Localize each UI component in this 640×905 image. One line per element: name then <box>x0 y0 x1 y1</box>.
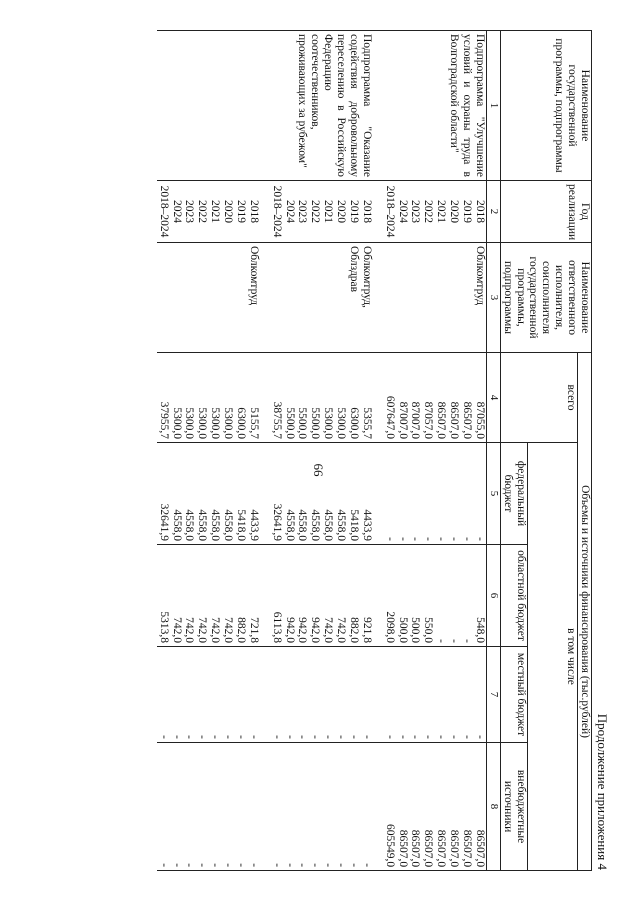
regional-values <box>270 545 373 647</box>
cell-value: 4558,0 <box>222 509 235 541</box>
cell-value: 32641,9 <box>157 503 170 541</box>
executor-name: Облкомтруд, Облздрав <box>270 243 373 353</box>
cell-value: - <box>461 537 473 541</box>
cell-value: 2018 <box>360 200 373 223</box>
cell-value: 32641,9 <box>270 503 283 541</box>
header-regional: областной бюджет <box>500 545 527 647</box>
cell-value: - <box>473 735 486 739</box>
cell-value: - <box>422 735 435 739</box>
header-total: всего <box>500 353 577 443</box>
cell-value: 5418,0 <box>348 509 360 541</box>
cell-value: 5313,8 <box>157 611 170 643</box>
cell-value: 5300,0 <box>335 407 348 439</box>
cell-value: 4558,0 <box>183 509 196 541</box>
cell-value: 87007,0 <box>396 401 409 439</box>
gap-cell <box>373 647 383 743</box>
regional-values <box>157 545 260 647</box>
col-number: 5 <box>486 443 500 545</box>
cell-value: 2018 <box>473 200 486 223</box>
cell-value: - <box>170 863 183 868</box>
total-values <box>383 353 487 443</box>
cell-value: - <box>473 537 486 541</box>
cell-value: 86507,0 <box>396 829 409 868</box>
cell-value: 2018–2024 <box>383 185 396 238</box>
cell-value: 86507,0 <box>461 401 473 439</box>
cell-value: 87007,0 <box>409 401 422 439</box>
col-number: 3 <box>486 243 500 353</box>
table-row <box>157 31 260 871</box>
cell-value: 742,0 <box>335 617 348 643</box>
extra-values <box>383 743 487 871</box>
gap-cell <box>260 443 270 545</box>
cell-value: 5418,0 <box>235 509 247 541</box>
gap-cell <box>260 545 270 647</box>
gap-cell <box>260 353 270 443</box>
funding-table <box>157 30 592 871</box>
cell-value: 4433,9 <box>247 509 260 541</box>
col-number: 4 <box>486 353 500 443</box>
table-row <box>383 31 487 871</box>
cell-value: 942,0 <box>283 617 296 643</box>
rotated-page <box>150 30 610 870</box>
header-funding: Объемы и источники финансирования (тыс.рублей) <box>578 353 592 871</box>
gap-cell <box>260 181 270 243</box>
cell-value: 2020 <box>222 200 235 223</box>
table-row <box>270 31 373 871</box>
cell-value: - <box>348 863 360 868</box>
cell-value: 2024 <box>170 200 183 223</box>
cell-value: - <box>322 863 335 868</box>
row-gap <box>373 31 383 871</box>
header-executor: Наименование ответственного исполнителя, соисполнителя государственной программы, подпрограммы <box>500 243 591 353</box>
year-list <box>383 181 487 243</box>
gap-cell <box>260 243 270 353</box>
year-list <box>270 181 373 243</box>
cell-value: 2024 <box>283 200 296 223</box>
cell-value: 2018–2024 <box>157 185 170 238</box>
cell-value: - <box>209 735 222 739</box>
cell-value: - <box>157 735 170 739</box>
extra-values <box>270 743 373 871</box>
cell-value: - <box>296 863 309 868</box>
local-values <box>157 647 260 743</box>
cell-value: - <box>309 863 322 868</box>
cell-value: 2020 <box>335 200 348 223</box>
cell-value: 4558,0 <box>283 509 296 541</box>
cell-value: 5300,0 <box>322 407 335 439</box>
cell-value: 500,0 <box>409 617 422 643</box>
cell-value: 605549,0 <box>383 823 396 868</box>
cell-value: 6113,8 <box>270 611 283 643</box>
cell-value: - <box>335 735 348 739</box>
cell-value: 548,0 <box>473 617 486 643</box>
cell-value: 882,0 <box>235 617 247 643</box>
gap-cell <box>373 743 383 871</box>
cell-value: - <box>157 863 170 868</box>
cell-value: 2022 <box>196 200 209 223</box>
cell-value: - <box>196 863 209 868</box>
cell-value: 742,0 <box>322 617 335 643</box>
cell-value: - <box>409 735 422 739</box>
cell-value: - <box>209 863 222 868</box>
cell-value: 500,0 <box>396 617 409 643</box>
cell-value: - <box>270 863 283 868</box>
cell-value: 86507,0 <box>448 401 461 439</box>
cell-value: 5355,7 <box>360 407 373 439</box>
extra-values <box>157 743 260 871</box>
cell-value: 86507,0 <box>409 829 422 868</box>
cell-value: 6300,0 <box>348 407 360 439</box>
cell-value: - <box>283 735 296 739</box>
cell-value: 37955,7 <box>157 401 170 439</box>
cell-value: 5155,7 <box>247 407 260 439</box>
cell-value: - <box>196 735 209 739</box>
page-number: 66 <box>311 463 326 477</box>
cell-value: 882,0 <box>348 617 360 643</box>
cell-value: 2023 <box>296 200 309 223</box>
cell-value: 2021 <box>209 200 222 223</box>
cell-value: - <box>396 537 409 541</box>
cell-value: 86507,0 <box>448 829 461 868</box>
gap-cell <box>373 443 383 545</box>
gap-cell <box>373 353 383 443</box>
cell-value: 5300,0 <box>196 407 209 439</box>
cell-value: 2098,0 <box>383 611 396 643</box>
cell-value: 550,0 <box>422 617 435 643</box>
cell-value: 742,0 <box>222 617 235 643</box>
cell-value: - <box>247 863 260 868</box>
local-values <box>270 647 373 743</box>
gap-cell <box>260 647 270 743</box>
cell-value: - <box>396 735 409 739</box>
cell-value: 742,0 <box>209 617 222 643</box>
cell-value: - <box>283 863 296 868</box>
cell-value: 4433,9 <box>360 509 373 541</box>
header-local: местный бюджет <box>500 647 527 743</box>
local-values <box>383 647 487 743</box>
cell-value: - <box>435 537 448 541</box>
cell-value: 2019 <box>235 200 247 223</box>
cell-value: - <box>360 863 373 868</box>
cell-value: 5500,0 <box>296 407 309 439</box>
cell-value: - <box>296 735 309 739</box>
header-year: Год реализации <box>500 181 591 243</box>
document-sheet <box>150 30 610 870</box>
executor-name: Облкомтруд <box>157 243 260 353</box>
gap-cell <box>373 243 383 353</box>
cell-value: 5300,0 <box>209 407 222 439</box>
cell-value: - <box>409 537 422 541</box>
cell-value: 2018–2024 <box>270 185 283 238</box>
cell-value: - <box>235 863 247 868</box>
cell-value: - <box>422 537 435 541</box>
cell-value: - <box>435 639 448 643</box>
cell-value: 2022 <box>309 200 322 223</box>
cell-value: 2019 <box>461 200 473 223</box>
cell-value: 2021 <box>435 200 448 223</box>
cell-value: 2022 <box>422 200 435 223</box>
cell-value: 38755,7 <box>270 401 283 439</box>
cell-value: - <box>461 639 473 643</box>
row-gap <box>260 31 270 871</box>
cell-value: 4558,0 <box>335 509 348 541</box>
gap-cell <box>260 743 270 871</box>
cell-value: - <box>448 537 461 541</box>
cell-value: 742,0 <box>183 617 196 643</box>
cell-value: - <box>170 735 183 739</box>
cell-value: - <box>309 735 322 739</box>
program-name <box>157 31 260 181</box>
cell-value: 4558,0 <box>170 509 183 541</box>
cell-value: 86507,0 <box>422 829 435 868</box>
cell-value: - <box>448 639 461 643</box>
cell-value: - <box>247 735 260 739</box>
cell-value: - <box>335 863 348 868</box>
cell-value: - <box>222 735 235 739</box>
total-values <box>157 353 260 443</box>
gap-cell <box>260 31 270 181</box>
gap-cell <box>373 31 383 181</box>
cell-value: 942,0 <box>309 617 322 643</box>
cell-value: 5300,0 <box>222 407 235 439</box>
cell-value: 86507,0 <box>435 829 448 868</box>
header-extra: внебюджетные источники <box>500 743 527 871</box>
year-list <box>157 181 260 243</box>
cell-value: 86507,0 <box>461 829 473 868</box>
cell-value: 942,0 <box>296 617 309 643</box>
cell-value: 4558,0 <box>209 509 222 541</box>
header-program: Наименование государственной программы, подпрограммы <box>500 31 591 181</box>
cell-value: - <box>183 735 196 739</box>
table-body <box>157 31 487 871</box>
col-number: 6 <box>486 545 500 647</box>
cell-value: 6300,0 <box>235 407 247 439</box>
cell-value: 2021 <box>322 200 335 223</box>
cell-value: 4558,0 <box>296 509 309 541</box>
program-name: Подпрограмма "Оказание содействия добровольному переселению в Российскую Федерацию соотечественников, проживающих за рубежом" <box>270 31 373 181</box>
cell-value: 4558,0 <box>196 509 209 541</box>
header-including: в том числе <box>527 443 578 871</box>
cell-value: 2019 <box>348 200 360 223</box>
total-values <box>270 353 373 443</box>
col-number: 8 <box>486 743 500 871</box>
cell-value: 87057,0 <box>422 401 435 439</box>
cell-value: - <box>383 537 396 541</box>
cell-value: 742,0 <box>170 617 183 643</box>
cell-value: 607647,0 <box>383 395 396 439</box>
continuation-note: Продолжение приложения 4 <box>595 713 610 870</box>
federal-values <box>157 443 260 545</box>
cell-value: - <box>383 735 396 739</box>
cell-value: - <box>222 863 235 868</box>
header-federal: федеральный бюджет <box>500 443 527 545</box>
cell-value: 2018 <box>247 200 260 223</box>
cell-value: 2023 <box>409 200 422 223</box>
cell-value: - <box>448 735 461 739</box>
cell-value: 721,8 <box>247 617 260 643</box>
cell-value: - <box>270 735 283 739</box>
cell-value: 87055,0 <box>473 401 486 439</box>
cell-value: 86507,0 <box>435 401 448 439</box>
cell-value: 5500,0 <box>283 407 296 439</box>
cell-value: - <box>435 735 448 739</box>
cell-value: 4558,0 <box>309 509 322 541</box>
federal-values <box>270 443 373 545</box>
gap-cell <box>373 545 383 647</box>
cell-value: 742,0 <box>196 617 209 643</box>
program-name: Подпрограмма "Улучшение условий и охраны труда в Волгоградской области" <box>383 31 487 181</box>
cell-value: 86507,0 <box>473 829 486 868</box>
cell-value: 2023 <box>183 200 196 223</box>
cell-value: - <box>235 735 247 739</box>
regional-values <box>383 545 487 647</box>
cell-value: - <box>322 735 335 739</box>
cell-value: - <box>360 735 373 739</box>
cell-value: 5300,0 <box>183 407 196 439</box>
cell-value: 4558,0 <box>322 509 335 541</box>
cell-value: 2020 <box>448 200 461 223</box>
cell-value: 5500,0 <box>309 407 322 439</box>
cell-value: - <box>183 863 196 868</box>
gap-cell <box>373 181 383 243</box>
col-number: 2 <box>486 181 500 243</box>
cell-value: 5300,0 <box>170 407 183 439</box>
executor-name: Облкомтруд <box>383 243 487 353</box>
cell-value: - <box>348 735 360 739</box>
col-number: 7 <box>486 647 500 743</box>
col-number: 1 <box>486 31 500 181</box>
federal-values <box>383 443 487 545</box>
cell-value: 2024 <box>396 200 409 223</box>
cell-value: - <box>461 735 473 739</box>
cell-value: 921,8 <box>360 617 373 643</box>
